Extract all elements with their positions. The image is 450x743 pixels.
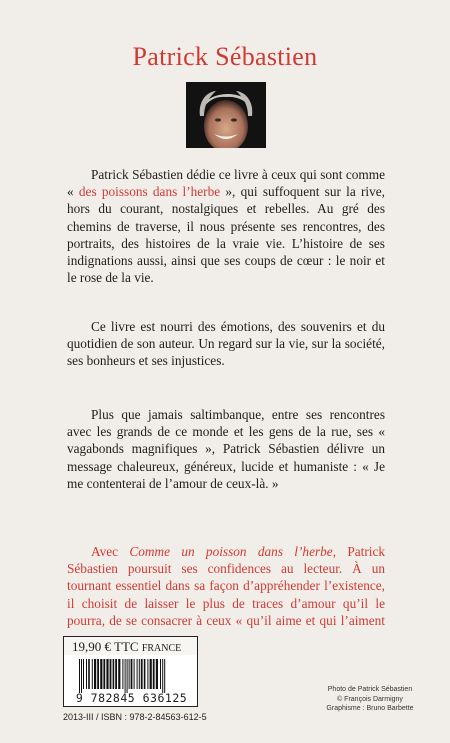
barcode-bar — [147, 659, 148, 689]
price-country: FRANCE — [141, 643, 182, 654]
author-portrait — [186, 82, 266, 148]
price-tax: TTC — [114, 639, 139, 654]
p3-text: Plus que jamais saltimbanque, entre ses rencontres avec les grands de ce monde et les gens de la rue, ses « vagabonds magnifiques », Patrick Sébastien délivre un message chaleureux, généreux, lucide et humaniste : « Je me contenterai de l’amour de ceux-là. » — [67, 407, 385, 491]
barcode-bar — [110, 659, 112, 689]
portrait-image — [186, 82, 266, 148]
barcode-bar — [125, 659, 126, 693]
barcode-bar — [113, 659, 115, 689]
isbn-line: 2013-III / ISBN : 978-2-84563-612-5 — [63, 712, 207, 722]
barcode-bar — [94, 659, 96, 689]
barcode-bar — [156, 659, 158, 689]
barcode-bar — [86, 659, 87, 689]
barcode-bar — [137, 659, 138, 689]
barcode-bar — [127, 659, 128, 693]
p1-text-start: Patrick Sébastien dédie ce livre à ceux qui sont comme « — [67, 167, 385, 200]
barcode-bar — [88, 659, 90, 689]
barcode-bar — [79, 659, 80, 693]
summary-paragraph-1 — [67, 166, 385, 286]
barcode-bar — [160, 659, 161, 689]
p4-text-end: , Patrick Sébastien poursuit ses confidences au lecteur. À un tournant essentiel dans sa façon d’appréhender l’existence, il choisit de laisser le plus de traces d’amour qu’il le pourra, de se consacrer à ceux « qu’il aime et qui l’aiment — [67, 544, 385, 628]
summary-paragraph-3 — [67, 406, 385, 492]
barcode-bar — [153, 659, 155, 689]
credit-design: Graphisme : Bruno Barbette — [326, 705, 414, 712]
barcode-bar — [106, 659, 108, 689]
barcode-bar — [134, 659, 135, 689]
p4-text-start: Avec — [91, 544, 130, 559]
barcode-bar — [81, 659, 82, 693]
credit-copyright: © François Darmigny — [337, 695, 403, 703]
summary-paragraph-2 — [67, 318, 385, 370]
barcode-bar — [103, 659, 105, 689]
barcode-bar — [118, 659, 120, 689]
barcode-bar — [144, 659, 146, 689]
barcode-bar — [129, 659, 130, 689]
summary-paragraph-4 — [67, 543, 385, 646]
barcode-bar — [122, 659, 123, 689]
barcode-bar — [83, 659, 84, 689]
p2-text: Ce livre est nourri des émotions, des souvenirs et du quotidien de son auteur. Un regard sur la vie, sur la société, ses bonheurs et ses injustices. — [67, 319, 385, 369]
author-name: Patrick Sébastien — [132, 42, 318, 71]
barcode-bar — [97, 659, 99, 689]
barcode-bar — [164, 659, 165, 693]
p1-highlight: des poissons dans l’herbe — [78, 184, 221, 200]
barcode-bar — [141, 659, 143, 689]
barcode-bar — [92, 659, 93, 689]
p4-book-title: Comme un poisson dans l’herbe — [129, 544, 333, 559]
barcode-bar — [100, 659, 102, 689]
barcode-icon — [79, 659, 191, 693]
barcode-bar — [162, 659, 163, 693]
barcode-bar — [150, 659, 152, 689]
barcode-bar — [115, 659, 117, 689]
barcode-bar — [139, 659, 140, 689]
credit-photo: Photo de Patrick Sébastien — [327, 686, 413, 693]
p1-text-end: », qui suffoquent sur la rive, hors du courant, nostalgiques et rebelles. Au gré des chemins de traverse, il nous présente ses rencontres, des portraits, des histoires de la vraie vie. L’histoire de ses indignations aussi, ainsi que ses coups de cœur : le noir et le rose de la vie. — [67, 184, 385, 286]
price-box — [63, 636, 198, 656]
price-amount: 19,90 € — [72, 639, 111, 654]
barcode-box — [63, 655, 198, 707]
credits — [300, 685, 440, 714]
barcode-number: 9 782845 636125 — [75, 691, 188, 705]
barcode-bar — [131, 659, 133, 689]
